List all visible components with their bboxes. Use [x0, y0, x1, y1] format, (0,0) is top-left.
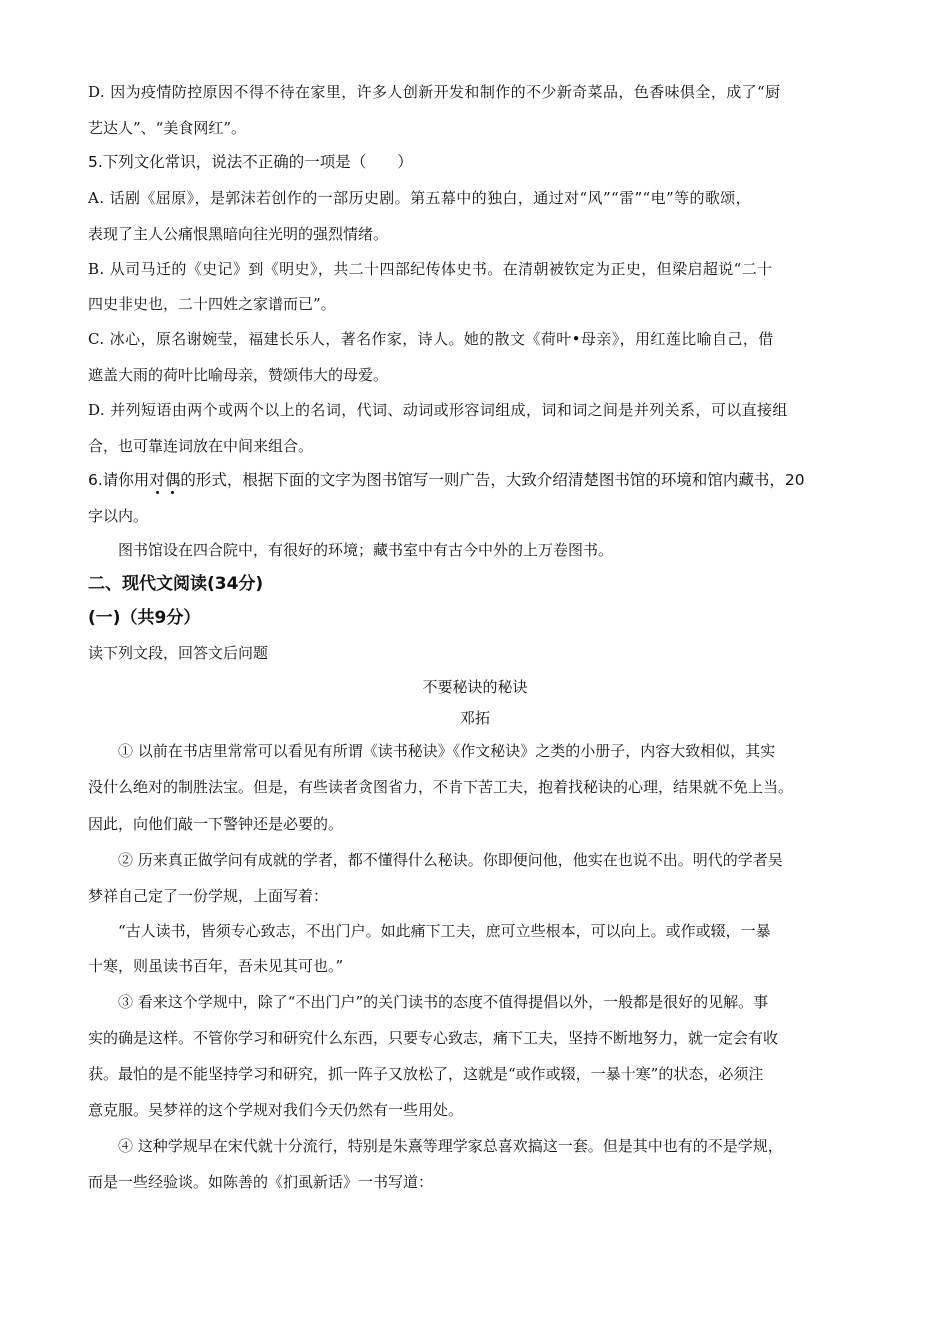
subsection-heading: (一)（共9分）: [88, 608, 201, 628]
q6-stem-post: 的形式，根据下面的文字为图书馆写一则广告，大致介绍清楚图书馆的环境和馆内藏书，20: [180, 471, 805, 489]
q4-option-d-line1: D. 因为疫情防控原因不得不待在家里，许多人创新开发和制作的不少新奇菜品，色香味俱全，成了“厨: [88, 83, 781, 101]
q5-option-a-line1: A. 话剧《屈原》，是郭沫若创作的一部历史剧。第五幕中的独白，通过对“风”“雷”“电”等的歌颂，: [88, 189, 752, 207]
q5-option-d-line1: D. 并列短语由两个或两个以上的名词，代词、动词或形容词组成，词和词之间是并列关系，可以直接组: [88, 401, 788, 419]
quote-line1: “古人读书，皆须专心致志，不出门户。如此痛下工夫，庶可立些根本，可以向上。或作或辍，一暴: [118, 922, 771, 940]
emphasis-char-ou: 偶: [164, 471, 181, 489]
q6-material: 图书馆设在四合院中，有很好的环境；藏书室中有古今中外的上万卷图书。: [118, 541, 614, 559]
q4-option-d-line2: 艺达人”、“美食网红”。: [88, 119, 247, 137]
paragraph-3-line3: 获。最怕的是不能坚持学习和研究，抓一阵子又放松了，这就是“或作或辍，一暴十寒”的状态，必须注: [88, 1065, 764, 1083]
q5-option-c-line1: C. 冰心，原名谢婉莹，福建长乐人，著名作家，诗人。她的散文《荷叶•母亲》，用红莲比喻自己，借: [88, 330, 774, 348]
q5-stem: 5.下列文化常识，说法不正确的一项是（ ）: [88, 153, 413, 171]
q6-stem: [88, 470, 805, 490]
q5-option-d-line2: 合，也可靠连词放在中间来组合。: [88, 437, 314, 455]
paragraph-4-line1: ④ 这种学规早在宋代就十分流行，特别是朱熹等理学家总喜欢搞这一套。但是其中也有的不是学规，: [118, 1137, 783, 1155]
paragraph-3-line1: ③ 看来这个学规中，除了“不出门户”的关门读书的态度不值得提倡以外，一般都是很好的见解。事: [118, 993, 769, 1011]
paragraph-1-line2: 没什么绝对的制胜法宝。但是，有些读者贪图省力，不肯下苦工夫，抱着找秘诀的心理，结果就不免上当。: [88, 778, 794, 796]
q5-option-b-line2: 四史非史也，二十四姓之家谱而已”。: [88, 295, 336, 313]
paragraph-3-line4: 意克服。吴梦祥的这个学规对我们今天仍然有一些用处。: [88, 1101, 464, 1119]
paragraph-1-line3: 因此，向他们敲一下警钟还是必要的。: [88, 815, 344, 833]
emphasis-char-dui: 对: [149, 471, 165, 489]
article-title: 不要秘诀的秘诀: [422, 678, 528, 696]
reading-instruction: 读下列文段，回答文后问题: [88, 644, 269, 662]
paragraph-2-line2: 梦祥自己定了一份学规，上面写着：: [88, 887, 329, 905]
quote-line2: 十寒，则虽读书百年，吾未见其可也。”: [88, 957, 344, 975]
q5-option-a-line2: 表现了主人公痛恨黑暗向往光明的强烈情绪。: [88, 225, 389, 243]
q5-option-c-line2: 遮盖大雨的荷叶比喻母亲，赞颂伟大的母爱。: [88, 366, 389, 384]
q5-option-b-line1: B. 从司马迁的《史记》到《明史》，共二十四部纪传体史书。在清朝被钦定为正史，但梁启超说“二十: [88, 260, 773, 278]
paragraph-4-line2: 而是一些经验谈。如陈善的《扪虱新话》一书写道：: [88, 1173, 434, 1191]
paragraph-2-line1: ② 历来真正做学问有成就的学者，都不懂得什么秘诀。你即便问他，他实在也说不出。明代的学者吴: [118, 851, 783, 869]
section-heading: 二、现代文阅读(34分): [88, 574, 264, 594]
q6-stem-line2: 字以内。: [88, 507, 149, 525]
paragraph-1-line1: ① 以前在书店里常常可以看见有所谓《读书秘诀》《作文秘诀》之类的小册子，内容大致相似，其实: [118, 742, 776, 760]
article-author: 邓拓: [459, 709, 490, 727]
q6-stem-pre: 6.请你用: [88, 471, 150, 489]
paragraph-3-line2: 实的确是这样。不管你学习和研究什么东西，只要专心致志，痛下工夫，坚持不断地努力，就一定会有收: [88, 1029, 779, 1047]
